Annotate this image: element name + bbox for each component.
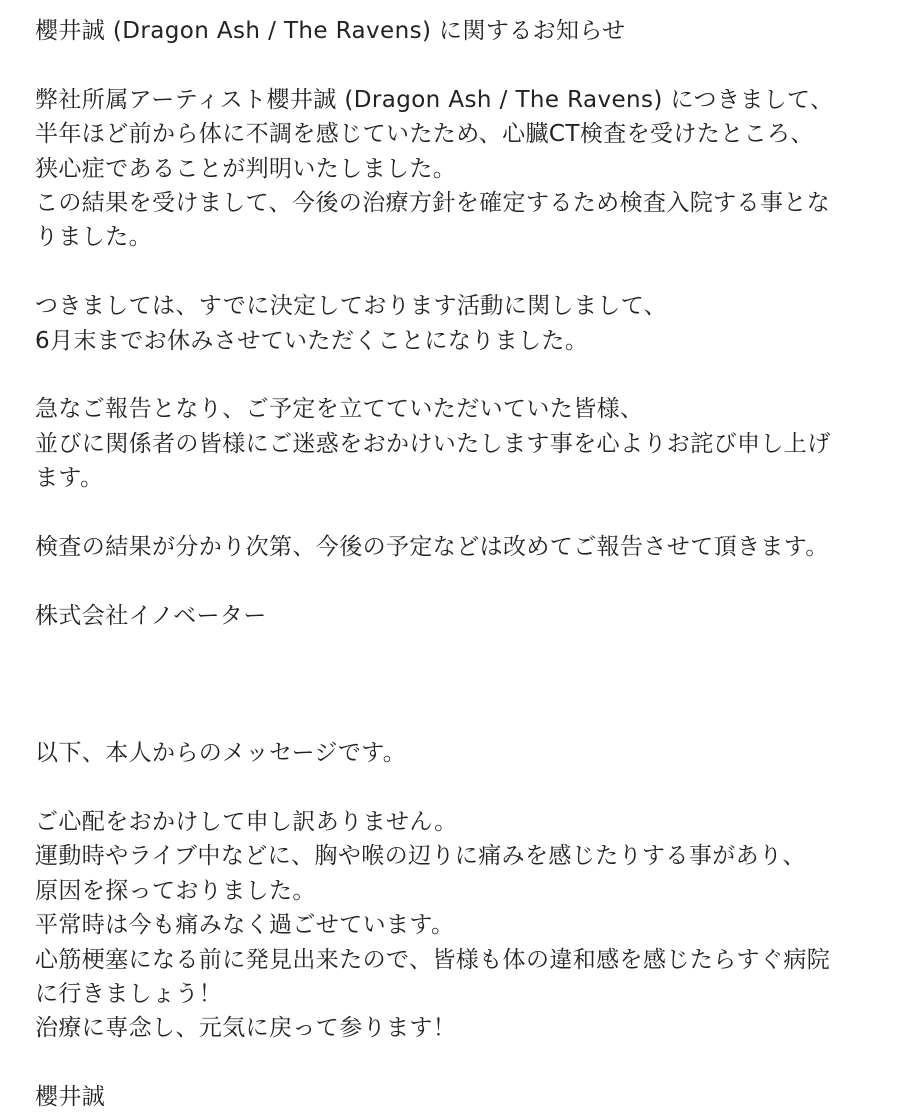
notice-line: 半年ほど前から体に不調を感じていたため、心臓CT検査を受けたところ、 (35, 121, 814, 148)
message-line: 治療に専念し、元気に戻って参ります！ (35, 1015, 457, 1042)
blank-line (35, 1046, 872, 1080)
blank-line (35, 495, 872, 529)
blank-line (35, 702, 872, 736)
notice-line: りました。 (35, 224, 152, 251)
notice-paragraph (35, 83, 872, 255)
message-line: ご心配をおかけして申し訳ありません。 (35, 808, 458, 835)
blank-line (35, 667, 872, 701)
schedule-line: つきましては、すでに決定しております活動に関しまして、 (35, 293, 668, 320)
signature: 櫻井誠 (35, 1084, 106, 1111)
message-line: 運動時やライブ中などに、胸や喉の辺りに痛みを感じたりする事があり、 (35, 843, 806, 870)
apology-paragraph (35, 392, 872, 495)
followup-line: 検査の結果が分かり次第、今後の予定などは改めてご報告させて頂きます。 (35, 533, 829, 560)
announcement-title: 櫻井誠 (Dragon Ash / The Ravens) に関するお知らせ (35, 18, 626, 44)
blank-line (35, 48, 872, 82)
blank-line (35, 771, 872, 805)
blank-line (35, 358, 872, 392)
apology-line: 並びに関係者の皆様にご迷惑をおかけいたします事を心よりお詫び申し上げ (35, 430, 831, 457)
apology-line: 急なご報告となり、ご予定を立てていただいていた皆様、 (35, 396, 644, 423)
blank-line (35, 255, 872, 289)
notice-line: この結果を受けまして、今後の治療方針を確定するため検査入院する事とな (35, 189, 831, 216)
notice-line: 弊社所属アーティスト櫻井誠 (Dragon Ash / The Ravens) につきまして、 (35, 86, 834, 113)
schedule-line: 6月末までお休みさせていただくことになりました。 (35, 327, 589, 354)
company-name: 株式会社イノベーター (35, 602, 267, 629)
personal-message-paragraph (35, 805, 872, 1046)
message-line: 心筋梗塞になる前に発見出来たので、皆様も体の違和感を感じたらすぐ病院 (35, 946, 831, 973)
apology-line: ます。 (35, 465, 104, 492)
message-line: 原因を探っておりました。 (35, 877, 316, 904)
notice-line: 狭心症であることが判明いたしました。 (35, 155, 457, 182)
message-line: 平常時は今も痛みなく過ごせています。 (35, 912, 455, 939)
blank-line (35, 564, 872, 598)
message-intro: 以下、本人からのメッセージです。 (35, 740, 407, 767)
message-line: に行きましょう！ (35, 980, 223, 1007)
blank-line (35, 633, 872, 667)
schedule-paragraph (35, 289, 872, 358)
